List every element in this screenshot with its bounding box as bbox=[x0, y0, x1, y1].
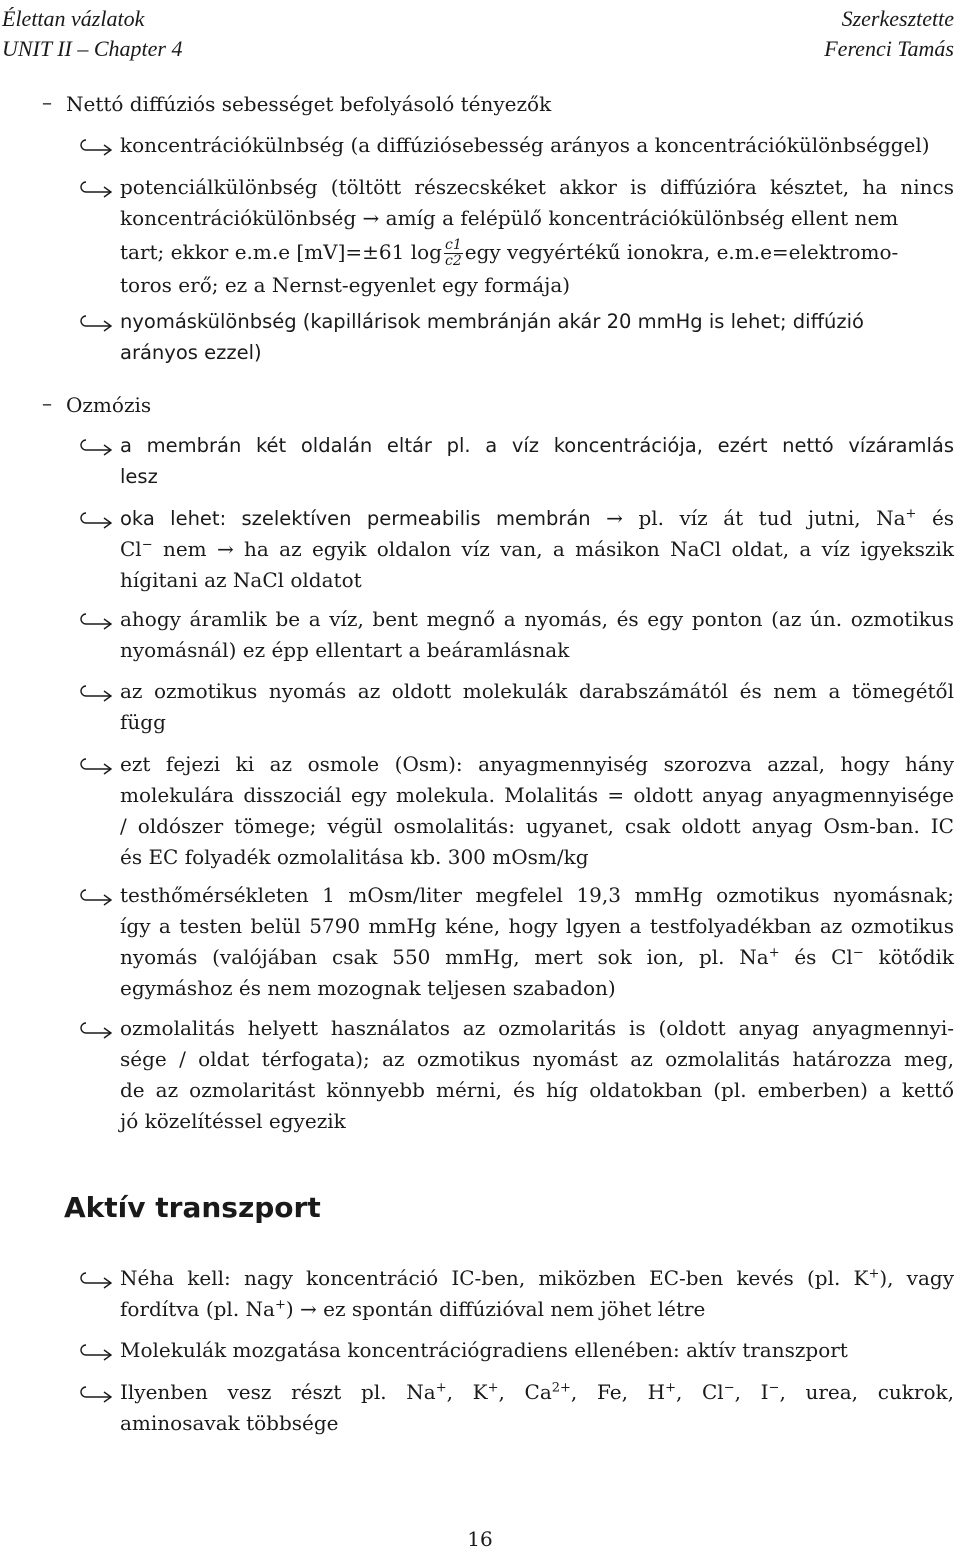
text-line: Ilyenben vesz részt pl. Na+, K+, $Ca^{2+}$, Fe, H+, Cl−, I−, urea, cukrok, bbox=[120, 1380, 954, 1404]
list-item bbox=[120, 604, 954, 666]
text-line: a membrán két oldalán eltár pl. a víz koncentrációja, ezért nettó vízáramlás bbox=[120, 434, 954, 457]
list-item bbox=[120, 130, 954, 161]
list-item bbox=[120, 1013, 954, 1137]
fraction: $\frac{c1}{c2}$ bbox=[444, 237, 462, 269]
list-item bbox=[120, 1377, 954, 1439]
list-dash: – bbox=[42, 391, 52, 415]
hook-arrow-icon bbox=[80, 438, 114, 456]
right-arrow-icon: → bbox=[362, 206, 380, 230]
list-item bbox=[120, 430, 954, 492]
text-line: fordítva (pl. Na+) → ez spontán diffúzióval nem jöhet létre bbox=[120, 1297, 706, 1321]
header-editor-label: Szerkesztette bbox=[841, 6, 954, 31]
hook-arrow-icon bbox=[80, 612, 114, 630]
text-line: molekulára disszociál egy molekula. Molalitás = oldott anyag anyagmennyisége bbox=[120, 783, 954, 807]
text-line: sége / oldat térfogata); az ozmotikus nyomást az ozmolalitás határozza meg, bbox=[120, 1047, 954, 1071]
text-line: potenciálkülönbség (töltött részecskéket akkor is diffúzióra késztet, ha nincs bbox=[120, 175, 954, 199]
text-line: ozmolalitás helyett használatos az ozmolaritás is (oldott anyag anyagmennyi- bbox=[120, 1016, 954, 1040]
text-line: Néha kell: nagy koncentráció IC-ben, miközben EC-ben kevés (pl. K+), vagy bbox=[120, 1266, 954, 1290]
text-line: testhőmérsékleten 1 mOsm/liter megfelel 19,3 mmHg ozmotikus nyomásnak; bbox=[120, 883, 954, 907]
header-editor-name: Ferenci Tamás bbox=[824, 36, 954, 61]
hook-arrow-icon bbox=[80, 1271, 114, 1289]
page-number: 16 bbox=[467, 1527, 493, 1551]
text-line: Cl− nem → ha az egyik oldalon víz van, a másikon NaCl oldat, a víz igyekszik bbox=[120, 537, 954, 561]
text-line: jó közelítéssel egyezik bbox=[120, 1109, 346, 1133]
text-line: koncentrációkülönbség → amíg a felépülő koncentrációkülönbség ellent nem bbox=[120, 206, 899, 230]
text-line: toros erő; ez a Nernst-egyenlet egy formája) bbox=[120, 273, 571, 297]
text-line: koncentrációkülnbség (a diffúziósebesség arányos a koncentrációkülönbséggel) bbox=[120, 133, 930, 157]
header-chapter: UNIT II – Chapter 4 bbox=[2, 36, 183, 61]
text-line: de az ozmolaritást könnyebb mérni, és híg oldatokban (pl. emberben) a kettő bbox=[120, 1078, 954, 1102]
hook-arrow-icon bbox=[80, 138, 114, 156]
list-item bbox=[120, 1263, 954, 1325]
section-heading: Aktív transzport bbox=[64, 1191, 321, 1224]
text-line: Molekulák mozgatása koncentrációgradiens ellenében: aktív transzport bbox=[120, 1338, 848, 1362]
text-line: nyomásnál) ez épp ellentart a beáramlásnak bbox=[120, 638, 570, 662]
text-line: ezt fejezi ki az osmole (Osm): anyagmennyiség szorozva azzal, hogy hány bbox=[120, 752, 954, 776]
right-arrow-icon: → bbox=[300, 1297, 317, 1321]
text-line: nyomás (valójában csak 550 mmHg, mert sok ion, pl. Na+ és Cl− kötődik bbox=[120, 945, 955, 969]
right-arrow-icon: → bbox=[606, 506, 623, 530]
text-line: ahogy áramlik be a víz, bent megnő a nyomás, és egy ponton (az ún. ozmotikus bbox=[120, 607, 954, 631]
text-line: egymáshoz és nem mozognak teljesen szabadon) bbox=[120, 976, 616, 1000]
list-item bbox=[120, 172, 954, 301]
hook-arrow-icon bbox=[80, 511, 114, 529]
hook-arrow-icon bbox=[80, 757, 114, 775]
list-dash: – bbox=[42, 90, 52, 114]
topic-diffusion-factors: Nettó diffúziós sebességet befolyásoló tényezők bbox=[66, 92, 552, 116]
right-arrow-icon: → bbox=[216, 537, 234, 561]
hook-arrow-icon bbox=[80, 314, 114, 332]
text-line: függ bbox=[120, 710, 166, 734]
text-line: hígitani az NaCl oldatot bbox=[120, 568, 362, 592]
list-item bbox=[120, 1335, 954, 1366]
list-item bbox=[120, 503, 954, 596]
list-item bbox=[120, 306, 954, 368]
running-header-right bbox=[824, 4, 954, 64]
text-line: az ozmotikus nyomás az oldott molekulák darabszámától és nem a tömegétől bbox=[120, 679, 954, 703]
text-line: / oldószer tömege; végül osmolalitás: ugyanet, csak oldott anyag Osm-ban. IC bbox=[120, 814, 954, 838]
hook-arrow-icon bbox=[80, 1343, 114, 1361]
list-item bbox=[120, 676, 954, 738]
hook-arrow-icon bbox=[80, 888, 114, 906]
list-item bbox=[120, 880, 954, 1004]
text-line: így a testen belül 5790 mmHg kéne, hogy lgyen a testfolyadékban az ozmotikus bbox=[120, 914, 954, 938]
text-line: aminosavak többsége bbox=[120, 1411, 339, 1435]
text-line: lesz bbox=[120, 465, 158, 488]
hook-arrow-icon bbox=[80, 1021, 114, 1039]
list-item bbox=[120, 749, 954, 873]
text-line: nyomáskülönbség (kapillárisok membránján akár 20 mmHg is lehet; diffúzió bbox=[120, 310, 864, 333]
text-line: és EC folyadék ozmolalitása kb. 300 mOsm/kg bbox=[120, 845, 589, 869]
topic-osmosis: Ozmózis bbox=[66, 393, 152, 417]
text-line: arányos ezzel) bbox=[120, 341, 262, 364]
hook-arrow-icon bbox=[80, 180, 114, 198]
text-line: tart; ekkor e.m.e [mV]=±61 log $\frac{c1}{c2}$ egy vegyértékű ionokra, e.m.e=elektromo- bbox=[120, 237, 899, 269]
hook-arrow-icon bbox=[80, 1385, 114, 1403]
hook-arrow-icon bbox=[80, 684, 114, 702]
header-course-title: Élettan vázlatok bbox=[2, 6, 145, 31]
running-header-left bbox=[2, 4, 183, 64]
text-line: oka lehet: szelektíven permeabilis membrán → pl. víz át tud jutni, Na+ és bbox=[120, 506, 955, 530]
